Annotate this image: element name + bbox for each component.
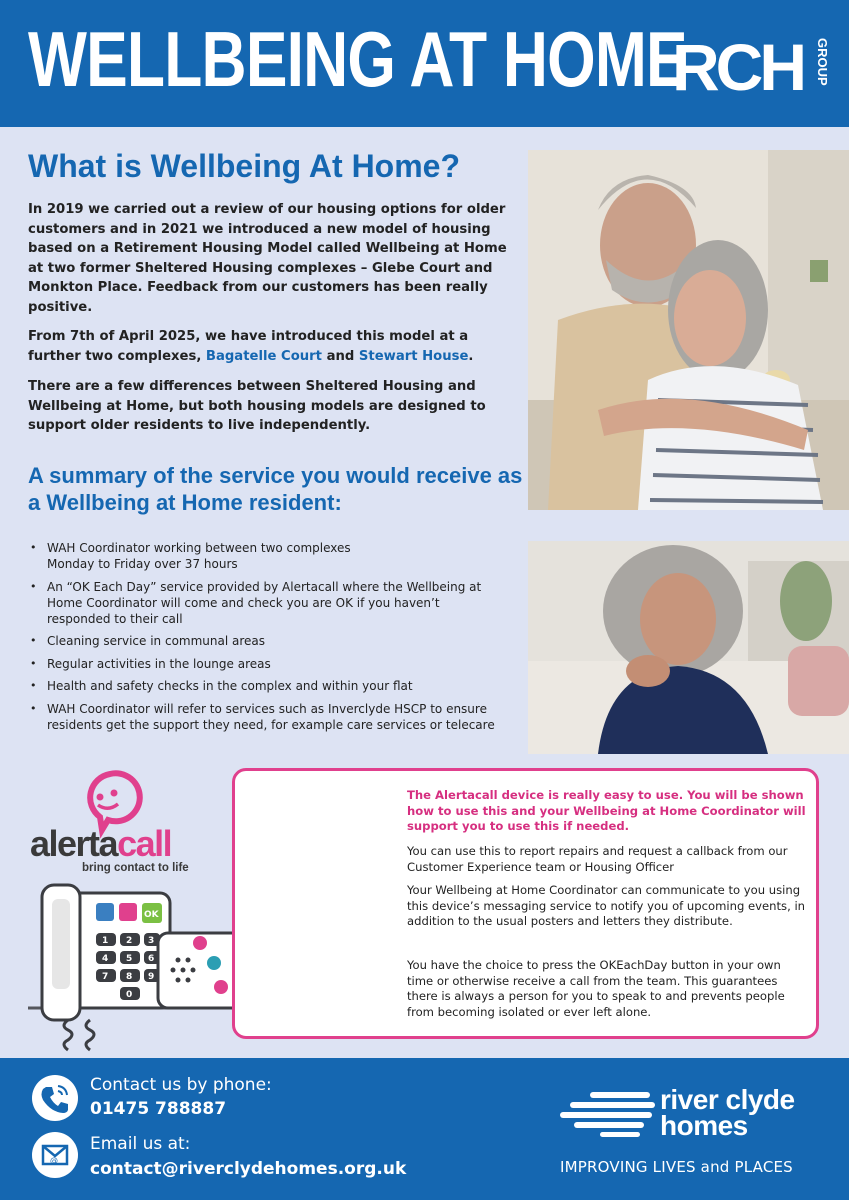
list-item: • WAH Coordinator working between two complexes Monday to Friday over 37 hours bbox=[28, 540, 358, 572]
service-summary-list bbox=[28, 540, 518, 739]
key-4: 4 bbox=[102, 954, 109, 964]
summary-heading: A summary of the service you would receive as a Wellbeing at Home resident: bbox=[28, 463, 523, 515]
river-clyde-homes-logo bbox=[660, 1084, 795, 1141]
alertacall-lead-text: The Alertacall device is really easy to use. You will be shown how to use this and your Wellbeing at Home Coordinator will support you to use this if needed. bbox=[407, 788, 806, 833]
alertacall-brand-b: call bbox=[117, 823, 172, 864]
intro-paragraph-2: From 7th of April 2025, we have introduced this model at a further two complexes, Bagatelle Court and Stewart House. bbox=[28, 329, 474, 364]
page-title: WELLBEING AT HOME bbox=[28, 15, 687, 103]
ok-button-mini: OK bbox=[144, 910, 159, 920]
rch-group-logo bbox=[672, 30, 830, 104]
alertacall-tagline: bring contact to life bbox=[82, 862, 189, 874]
footer-tagline: IMPROVING LIVES and PLACES bbox=[560, 1158, 793, 1176]
email-label: Email us at: bbox=[90, 1134, 191, 1154]
key-0: 0 bbox=[126, 990, 133, 1000]
intro-paragraph-3: There are a few differences between Sheltered Housing and Wellbeing at Home, but both housing models are designed to support older residents to live independently. bbox=[28, 379, 486, 433]
intro-paragraph-1: In 2019 we carried out a review of our housing options for older customers and in 2021 we introduced a new model of housing based on a Retirement Housing Model called Wellbeing at Home at two former Sheltered Housing complexes – Glebe Court and Monkton Place. Feedback from our customers has been really positive. bbox=[28, 202, 507, 315]
alertacall-brand-a: alerta bbox=[30, 823, 118, 864]
alertacall-paragraph-3: You have the choice to press the OKEachDay button in your own time or otherwise receive a call from the team. This guarantees there is always a person for you to speak to and prevents people from becoming isolated or ever left alone. bbox=[407, 958, 785, 1019]
rch-logo-text: RCH bbox=[672, 30, 803, 104]
intro-heading: What is Wellbeing At Home? bbox=[28, 148, 461, 184]
email-address[interactable]: contact@riverclydehomes.org.uk bbox=[90, 1159, 407, 1179]
key-8: 8 bbox=[126, 972, 133, 982]
list-item: • Health and safety checks in the complex and within your flat bbox=[28, 678, 518, 694]
key-1: 1 bbox=[102, 936, 109, 946]
email-icon bbox=[32, 1132, 78, 1178]
rch-logo-group-text: GROUP bbox=[815, 38, 830, 86]
key-6: 6 bbox=[148, 954, 155, 964]
list-item: • An “OK Each Day” service provided by Alertacall where the Wellbeing at Home Coordinator will come and check you are OK if you haven’t responded to their call bbox=[28, 579, 498, 627]
couple-illustration bbox=[528, 150, 849, 510]
phone-number[interactable]: 01475 788887 bbox=[90, 1099, 227, 1119]
key-9: 9 bbox=[148, 972, 155, 982]
telephone-device bbox=[42, 885, 170, 1050]
alertacall-paragraph-1: You can use this to report repairs and request a callback from our Customer Experience team or Housing Officer bbox=[407, 844, 788, 874]
list-item: • Regular activities in the lounge areas bbox=[28, 656, 518, 672]
link-bagatelle-court: Bagatelle Court bbox=[205, 348, 322, 364]
brand-line-2: homes bbox=[660, 1110, 748, 1141]
woman-photo bbox=[528, 541, 849, 754]
key-5: 5 bbox=[126, 954, 133, 964]
couple-photo bbox=[528, 150, 849, 510]
link-stewart-house: Stewart House bbox=[358, 348, 469, 364]
at-sign-glyph: @ bbox=[50, 1156, 58, 1165]
woman-illustration bbox=[528, 541, 849, 754]
phone-label: Contact us by phone: bbox=[90, 1075, 272, 1095]
key-3: 3 bbox=[148, 936, 155, 946]
phone-icon bbox=[32, 1075, 78, 1121]
brand-line-1: river clyde bbox=[660, 1084, 795, 1115]
header-banner bbox=[0, 0, 849, 127]
key-2: 2 bbox=[126, 936, 133, 946]
list-item: • WAH Coordinator will refer to services such as Inverclyde HSCP to ensure residents get the support they need, for example care services or telecare bbox=[28, 701, 518, 733]
list-item: • Cleaning service in communal areas bbox=[28, 633, 518, 649]
alertacall-paragraph-2: Your Wellbeing at Home Coordinator can communicate to you using this device’s messaging service to notify you of upcoming events, in addition to the usual posters and letters they distribute. bbox=[407, 883, 806, 928]
key-7: 7 bbox=[102, 972, 109, 982]
river-clyde-waves-icon bbox=[560, 1088, 660, 1138]
